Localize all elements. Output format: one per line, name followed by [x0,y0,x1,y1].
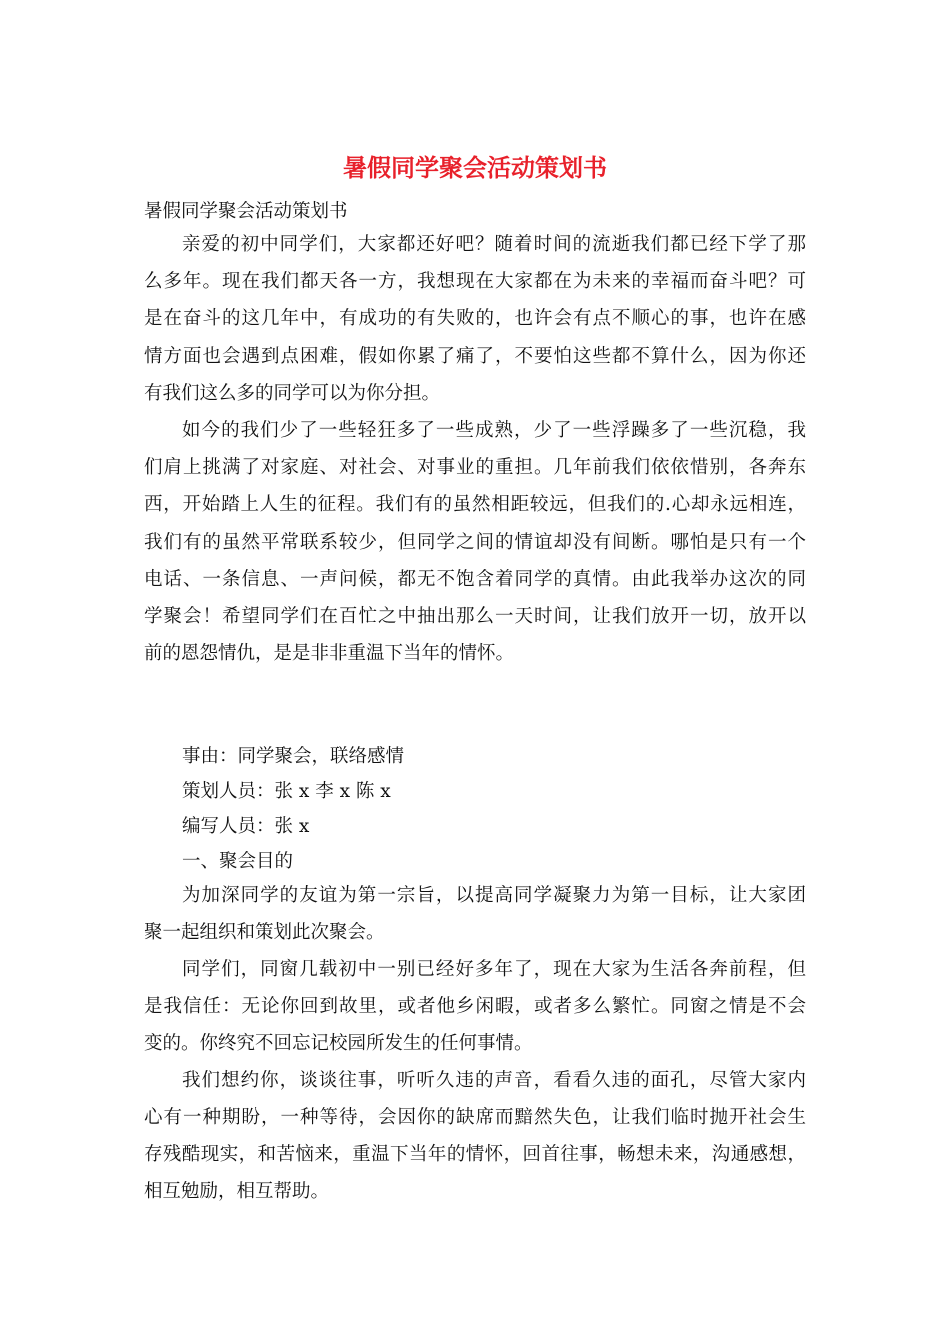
paragraph-line: 们肩上挑满了对家庭、对社会、对事业的重担。几年前我们依依惜别，各奔东 [144,457,806,478]
paragraph-line: 亲爱的初中同学们，大家都还好吧？随着时间的流逝我们都已经下学了那 [182,234,806,255]
document-title: 暑假同学聚会活动策划书 [343,153,607,182]
paragraph-line: 同学们，同窗几载初中一别已经好多年了，现在大家为生活各奔前程，但 [182,959,806,980]
paragraph-line: 存残酷现实，和苦恼来，重温下当年的情怀，回首往事，畅想未来，沟通感想， [144,1144,806,1165]
paragraph-line: 心有一种期盼，一种等待，会因你的缺席而黯然失色，让我们临时抛开社会生 [144,1107,806,1128]
section-heading: 一、聚会目的 [182,851,294,872]
paragraph-line: 相互勉励，相互帮助。 [144,1181,330,1202]
paragraph-line: 情方面也会遇到点困难，假如你累了痛了，不要怕这些都不算什么，因为你还 [144,346,806,367]
paragraph-line: 电话、一条信息、一声问候，都无不饱含着同学的真情。由此我举办这次的同 [144,569,806,590]
paragraph-line: 是在奋斗的这几年中，有成功的有失败的，也许会有点不顺心的事，也许在感 [144,308,806,329]
paragraph-line: 有我们这么多的同学可以为你分担。 [144,383,441,404]
paragraph-line: 学聚会！希望同学们在百忙之中抽出那么一天时间，让我们放开一切，放开以 [144,606,806,627]
paragraph-line: 如今的我们少了一些轻狂多了一些成熟，少了一些浮躁多了一些沉稳，我 [182,420,806,441]
paragraph-line: 我们有的虽然平常联系较少，但同学之间的情谊却没有间断。哪怕是只有一个 [144,532,806,553]
planner-line: 策划人员：张 x 李 x 陈 x [182,781,391,802]
paragraph-line: 为加深同学的友谊为第一宗旨，以提高同学凝聚力为第一目标，让大家团 [182,885,806,906]
purpose-line: 事由：同学聚会，联络感情 [182,746,405,767]
paragraph-line: 么多年。现在我们都天各一方，我想现在大家都在为未来的幸福而奋斗吧？可 [144,271,806,292]
paragraph-line: 西，开始踏上人生的征程。我们有的虽然相距较远，但我们的.心却永远相连， [144,494,806,515]
paragraph-line: 前的恩怨情仇，是是非非重温下当年的情怀。 [144,643,515,664]
paragraph-line: 变的。你终究不回忘记校园所发生的任何事情。 [144,1033,533,1054]
paragraph-line: 是我信任：无论你回到故里，或者他乡闲暇，或者多么繁忙。同窗之情是不会 [144,996,806,1017]
document-subtitle: 暑假同学聚会活动策划书 [144,201,348,222]
writer-line: 编写人员：张 x [182,816,310,837]
paragraph-line: 我们想约你，谈谈往事，听听久违的声音，看看久违的面孔，尽管大家内 [182,1070,806,1091]
paragraph-line: 聚一起组织和策划此次聚会。 [144,922,385,943]
